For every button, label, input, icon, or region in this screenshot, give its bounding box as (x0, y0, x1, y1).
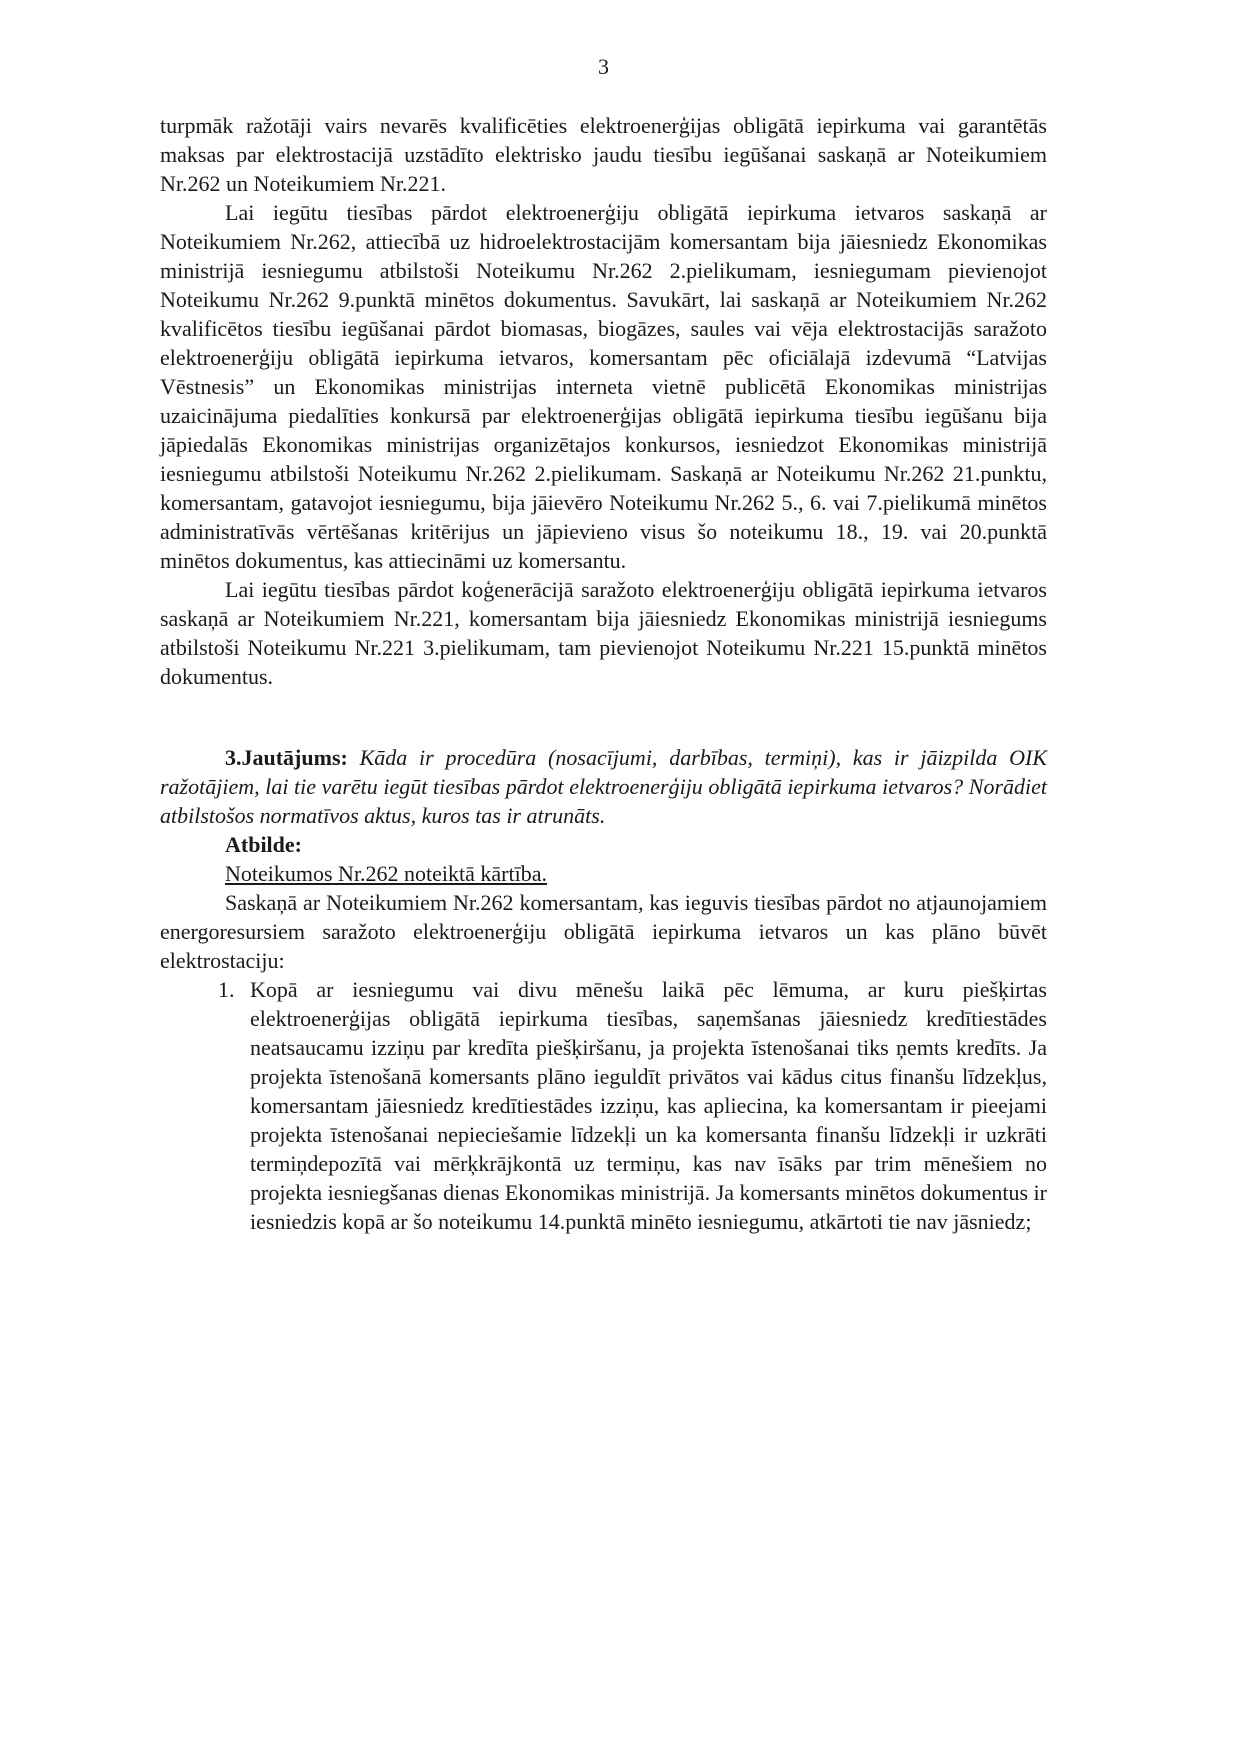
question-text: Kāda ir procedūra (nosacījumi, darbības, termiņi), kas ir jāizpilda OIK ražotājiem, lai tie varētu iegūt tiesības pārdot elektroenerģiju obligātā iepirkuma ietvaros? Norādiet atbilstošos normatīvos aktus, kuros tas ir atrunāts. (160, 745, 1047, 828)
answer-heading-paragraph (160, 859, 1047, 888)
list-item (160, 975, 1047, 1236)
numbered-list (160, 975, 1047, 1236)
paragraph-noteikumi-262: Lai iegūtu tiesības pārdot elektroenerģiju obligātā iepirkuma ietvaros saskaņā ar Noteikumiem Nr.262, attiecībā uz hidroelektrostacijām komersantam bija jāiesniedz Ekonomikas ministrijā iesniegumu atbilstoši Noteikumu Nr.262 2.pielikumam, iesniegumam pievienojot Noteikumu Nr.262 9.punktā minētos dokumentus. Savukārt, lai saskaņā ar Noteikumiem Nr.262 kvalificētos tiesību iegūšanai pārdot biomasas, biogāzes, saules vai vēja elektrostacijās saražoto elektroenerģiju obligātā iepirkuma ietvaros, komersantam pēc oficiālajā izdevumā “Latvijas Vēstnesis” un Ekonomikas ministrijas interneta vietnē publicētā Ekonomikas ministrijas uzaicinājuma piedalīties konkursā par elektroenerģijas obligātā iepirkuma tiesību iegūšanu bija jāpiedalās Ekonomikas ministrijas organizētajos konkursos, iesniedzot Ekonomikas ministrijā iesniegumu atbilstoši Noteikumu Nr.262 2.pielikumam. Saskaņā ar Noteikumu Nr.262 21.punktu, komersantam, gatavojot iesniegumu, bija jāievēro Noteikumu Nr.262 5., 6. vai 7.pielikumā minētos administratīvās vērtēšanas kritērijus un jāpievieno visus šo noteikumu 18., 19. vai 20.punktā minētos dokumentus, kas attiecināmi uz komersantu. (160, 200, 1047, 573)
answer-label: Atbilde: (225, 832, 302, 857)
question-label: 3.Jautājums: (225, 745, 348, 770)
list-item-text: Kopā ar iesniegumu vai divu mēnešu laikā pēc lēmuma, ar kuru piešķirtas elektroenerģijas obligātā iepirkuma tiesības, saņemšanas jāiesniedz kredītiestādes neatsaucamu izziņu par kredīta piešķiršanu, ja projekta īstenošanai tiks ņemts kredīts. Ja projekta īstenošanā komersants plāno ieguldīt privātos vai kādus citus finanšu līdzekļus, komersantam jāiesniedz kredītiestādes izziņu, kas apliecina, ka komersantam ir pieejami projekta īstenošanai nepieciešamie līdzekļi un ka komersanta finanšu līdzekļi ir uzkrāti termiņdepozītā vai mērķkrājkontā uz termiņu, kas nav īsāks par trim mēnešiem no projekta iesniegšanas dienas Ekonomikas ministrijā. Ja komersants minētos dokumentus ir iesniedzis kopā ar šo noteikumu 14.punktā minēto iesniegumu, atkārtoti tie nav jāsniedz; (250, 977, 1047, 1234)
paragraph-noteikumi-221: Lai iegūtu tiesības pārdot koģenerācijā saražoto elektroenerģiju obligātā iepirkuma ietvaros saskaņā ar Noteikumiem Nr.221, komersantam bija jāiesniedz Ekonomikas ministrijā iesniegums atbilstoši Noteikumu Nr.221 3.pielikumam, tam pievienojot Noteikumu Nr.221 15.punktā minētos dokumentus. (160, 577, 1047, 689)
document-body (160, 111, 1047, 1236)
list-item-number: 1. (218, 977, 235, 1002)
answer-heading: Noteikumos Nr.262 noteiktā kārtība. (225, 861, 547, 886)
page-number: 3 (598, 54, 609, 79)
answer-label-paragraph (160, 830, 1047, 859)
answer-intro-paragraph: Saskaņā ar Noteikumiem Nr.262 komersantam, kas ieguvis tiesības pārdot no atjaunojamiem energoresursiem saražoto elektroenerģiju obligātā iepirkuma ietvaros un kas plāno būvēt elektrostaciju: (160, 890, 1047, 973)
question-paragraph (160, 743, 1047, 830)
paragraph-continuation: turpmāk ražotāji vairs nevarēs kvalificēties elektroenerģijas obligātā iepirkuma vai garantētās maksas par elektrostacijā uzstādīto elektrisko jaudu tiesību iegūšanai saskaņā ar Noteikumiem Nr.262 un Noteikumiem Nr.221. (160, 113, 1047, 196)
